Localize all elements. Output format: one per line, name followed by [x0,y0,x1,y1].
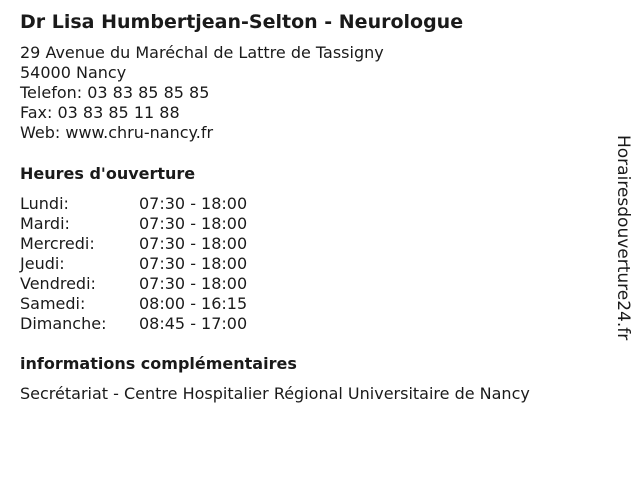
hours-day: Lundi: [20,194,69,213]
contact-block [20,43,384,143]
hours-time: 07:30 - 18:00 [139,234,248,253]
hours-row-tuesday [20,214,280,234]
hours-time: 07:30 - 18:00 [139,214,248,233]
fax-number: Fax: 03 83 85 11 88 [20,103,180,122]
opening-hours-table [20,194,280,334]
page-title: Dr Lisa Humbertjean-Selton - Neurologue [20,11,464,33]
hours-day: Samedi: [20,294,86,313]
hours-time: 08:45 - 17:00 [139,314,248,333]
hours-row-monday [20,194,280,214]
hours-time: 07:30 - 18:00 [139,194,248,213]
hours-day: Mercredi: [20,234,95,253]
info-heading: informations complémentaires [20,354,297,373]
address-city: 54000 Nancy [20,63,127,82]
hours-row-thursday [20,254,280,274]
hours-row-friday [20,274,280,294]
hours-time: 08:00 - 16:15 [139,294,248,313]
phone-number: Telefon: 03 83 85 85 85 [20,83,210,102]
watermark: Horairesdouverture24.fr [613,135,633,341]
hours-heading: Heures d'ouverture [20,164,196,183]
hours-day: Dimanche: [20,314,107,333]
hours-day: Vendredi: [20,274,96,293]
address-street: 29 Avenue du Maréchal de Lattre de Tassigny [20,43,384,62]
hours-time: 07:30 - 18:00 [139,254,248,273]
hours-row-sunday [20,314,280,334]
hours-day: Mardi: [20,214,70,233]
hours-row-wednesday [20,234,280,254]
info-text: Secrétariat - Centre Hospitalier Régional Universitaire de Nancy [20,384,530,403]
hours-day: Jeudi: [20,254,65,273]
hours-row-saturday [20,294,280,314]
website: Web: www.chru-nancy.fr [20,123,214,142]
hours-time: 07:30 - 18:00 [139,274,248,293]
